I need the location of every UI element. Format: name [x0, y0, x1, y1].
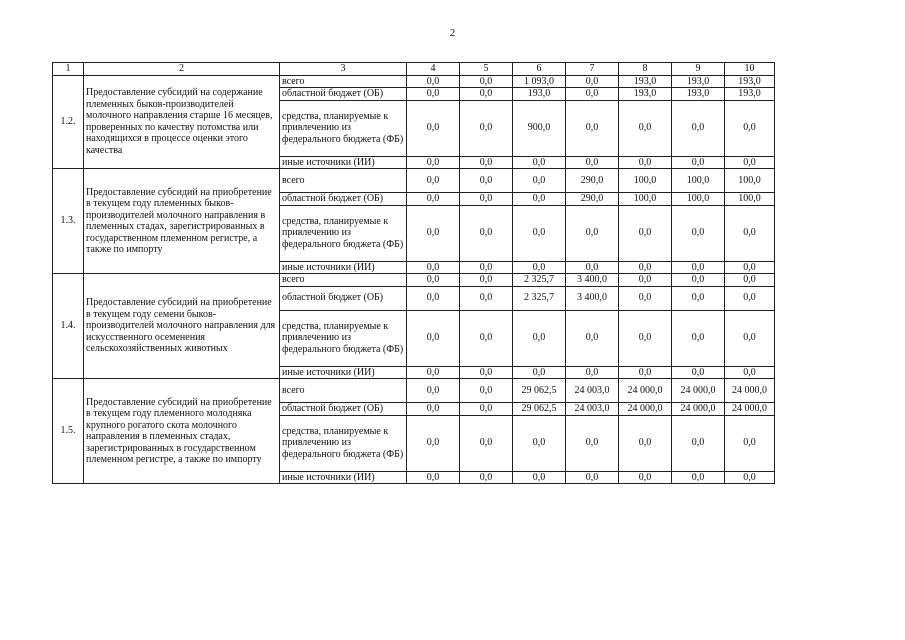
- value-cell: 24 000,0: [672, 379, 725, 403]
- value-cell: 0,0: [407, 261, 460, 274]
- value-cell: 0,0: [513, 261, 566, 274]
- value-cell: 0,0: [725, 261, 775, 274]
- header-row: [53, 63, 775, 76]
- value-cell: 0,0: [407, 403, 460, 416]
- value-cell: 0,0: [460, 286, 513, 310]
- value-cell: 0,0: [566, 310, 619, 366]
- header-cell: 3: [280, 63, 407, 76]
- value-cell: 2 325,7: [513, 286, 566, 310]
- value-cell: 24 000,0: [619, 379, 672, 403]
- value-cell: 0,0: [460, 75, 513, 88]
- value-cell: 290,0: [566, 169, 619, 193]
- value-cell: 0,0: [407, 169, 460, 193]
- value-cell: 0,0: [619, 286, 672, 310]
- value-cell: 24 000,0: [725, 379, 775, 403]
- value-cell: 0,0: [407, 415, 460, 471]
- value-cell: 0,0: [725, 100, 775, 156]
- row-number: 1.3.: [53, 169, 84, 274]
- value-cell: 0,0: [460, 415, 513, 471]
- value-cell: 0,0: [460, 169, 513, 193]
- value-cell: 0,0: [460, 274, 513, 287]
- value-cell: 0,0: [460, 471, 513, 484]
- value-cell: 0,0: [725, 286, 775, 310]
- funding-source: всего: [280, 75, 407, 88]
- funding-source: всего: [280, 169, 407, 193]
- value-cell: 193,0: [672, 88, 725, 101]
- value-cell: 0,0: [619, 156, 672, 169]
- value-cell: 24 000,0: [725, 403, 775, 416]
- value-cell: 193,0: [513, 88, 566, 101]
- value-cell: 0,0: [407, 193, 460, 206]
- value-cell: 0,0: [407, 88, 460, 101]
- value-cell: 3 400,0: [566, 286, 619, 310]
- funding-source: областной бюджет (ОБ): [280, 88, 407, 101]
- funding-source: иные источники (ИИ): [280, 156, 407, 169]
- value-cell: 0,0: [725, 366, 775, 379]
- value-cell: 29 062,5: [513, 379, 566, 403]
- value-cell: 0,0: [513, 415, 566, 471]
- header-cell: 10: [725, 63, 775, 76]
- value-cell: 193,0: [725, 75, 775, 88]
- value-cell: 100,0: [672, 193, 725, 206]
- value-cell: 0,0: [672, 205, 725, 261]
- value-cell: 900,0: [513, 100, 566, 156]
- value-cell: 193,0: [672, 75, 725, 88]
- value-cell: 290,0: [566, 193, 619, 206]
- value-cell: 193,0: [725, 88, 775, 101]
- header-cell: 5: [460, 63, 513, 76]
- value-cell: 100,0: [619, 193, 672, 206]
- table-row: [53, 75, 775, 88]
- value-cell: 0,0: [725, 156, 775, 169]
- value-cell: 0,0: [619, 366, 672, 379]
- value-cell: 193,0: [619, 75, 672, 88]
- value-cell: 0,0: [407, 310, 460, 366]
- value-cell: 0,0: [672, 274, 725, 287]
- value-cell: 0,0: [513, 169, 566, 193]
- value-cell: 0,0: [460, 156, 513, 169]
- header-cell: 9: [672, 63, 725, 76]
- header-cell: 8: [619, 63, 672, 76]
- value-cell: 193,0: [619, 88, 672, 101]
- value-cell: 0,0: [460, 379, 513, 403]
- measure-description: Предоставление субсидий на приобретение в текущем году семени быков-производителей молочного направления для искусственного осеменения сельскохозяйственных животных: [84, 274, 280, 379]
- value-cell: 0,0: [566, 75, 619, 88]
- value-cell: 0,0: [672, 471, 725, 484]
- measure-description: Предоставление субсидий на приобретение в текущем году племенного молодняка крупного рогатого скота молочного направления в племенных стадах, зарегистрированных в государственном племенном регистре, а также по импорту: [84, 379, 280, 484]
- value-cell: 0,0: [407, 366, 460, 379]
- budget-table: [52, 62, 775, 484]
- value-cell: 0,0: [566, 366, 619, 379]
- row-number: 1.5.: [53, 379, 84, 484]
- value-cell: 0,0: [619, 471, 672, 484]
- header-cell: 7: [566, 63, 619, 76]
- value-cell: 0,0: [407, 100, 460, 156]
- value-cell: 0,0: [460, 205, 513, 261]
- value-cell: 0,0: [513, 310, 566, 366]
- value-cell: 2 325,7: [513, 274, 566, 287]
- value-cell: 0,0: [619, 274, 672, 287]
- funding-source: средства, планируемые к привлечению из федерального бюджета (ФБ): [280, 310, 407, 366]
- value-cell: 0,0: [460, 403, 513, 416]
- value-cell: 0,0: [513, 156, 566, 169]
- value-cell: 100,0: [619, 169, 672, 193]
- funding-source: всего: [280, 379, 407, 403]
- value-cell: 0,0: [566, 471, 619, 484]
- value-cell: 0,0: [460, 261, 513, 274]
- value-cell: 0,0: [566, 415, 619, 471]
- value-cell: 0,0: [460, 100, 513, 156]
- value-cell: 0,0: [566, 156, 619, 169]
- value-cell: 0,0: [460, 366, 513, 379]
- funding-source: всего: [280, 274, 407, 287]
- value-cell: 0,0: [407, 75, 460, 88]
- value-cell: 0,0: [566, 205, 619, 261]
- value-cell: 0,0: [566, 100, 619, 156]
- value-cell: 0,0: [513, 366, 566, 379]
- value-cell: 0,0: [619, 310, 672, 366]
- funding-source: средства, планируемые к привлечению из федерального бюджета (ФБ): [280, 415, 407, 471]
- row-number: 1.2.: [53, 75, 84, 169]
- value-cell: 0,0: [725, 205, 775, 261]
- funding-source: иные источники (ИИ): [280, 471, 407, 484]
- value-cell: 24 003,0: [566, 379, 619, 403]
- value-cell: 0,0: [619, 100, 672, 156]
- funding-source: иные источники (ИИ): [280, 366, 407, 379]
- value-cell: 0,0: [672, 100, 725, 156]
- value-cell: 0,0: [407, 274, 460, 287]
- value-cell: 1 093,0: [513, 75, 566, 88]
- value-cell: 0,0: [672, 286, 725, 310]
- value-cell: 0,0: [672, 415, 725, 471]
- value-cell: 0,0: [407, 286, 460, 310]
- value-cell: 24 000,0: [672, 403, 725, 416]
- value-cell: 0,0: [619, 415, 672, 471]
- value-cell: 0,0: [407, 471, 460, 484]
- measure-description: Предоставление субсидий на содержание племенных быков-производителей молочного направления старше 16 месяцев, проверенных по качеству потомства или находящихся в процессе оценки этого качества: [84, 75, 280, 169]
- value-cell: 24 003,0: [566, 403, 619, 416]
- value-cell: 0,0: [672, 156, 725, 169]
- table-row: [53, 379, 775, 403]
- page-number: 2: [449, 27, 456, 39]
- value-cell: 0,0: [460, 88, 513, 101]
- value-cell: 0,0: [672, 261, 725, 274]
- value-cell: 100,0: [672, 169, 725, 193]
- table-row: [53, 274, 775, 287]
- value-cell: 0,0: [566, 88, 619, 101]
- funding-source: областной бюджет (ОБ): [280, 193, 407, 206]
- value-cell: 100,0: [725, 193, 775, 206]
- header-cell: 2: [84, 63, 280, 76]
- value-cell: 0,0: [672, 366, 725, 379]
- value-cell: 24 000,0: [619, 403, 672, 416]
- value-cell: 100,0: [725, 169, 775, 193]
- value-cell: 0,0: [672, 310, 725, 366]
- value-cell: 0,0: [725, 274, 775, 287]
- value-cell: 0,0: [513, 205, 566, 261]
- value-cell: 0,0: [407, 205, 460, 261]
- value-cell: 29 062,5: [513, 403, 566, 416]
- funding-source: иные источники (ИИ): [280, 261, 407, 274]
- value-cell: 0,0: [460, 193, 513, 206]
- funding-source: средства, планируемые к привлечению из федерального бюджета (ФБ): [280, 205, 407, 261]
- row-number: 1.4.: [53, 274, 84, 379]
- value-cell: 0,0: [460, 310, 513, 366]
- funding-source: областной бюджет (ОБ): [280, 286, 407, 310]
- header-cell: 6: [513, 63, 566, 76]
- table-row: [53, 169, 775, 193]
- value-cell: 0,0: [513, 471, 566, 484]
- value-cell: 0,0: [619, 205, 672, 261]
- value-cell: 0,0: [725, 415, 775, 471]
- value-cell: 3 400,0: [566, 274, 619, 287]
- value-cell: 0,0: [407, 379, 460, 403]
- measure-description: Предоставление субсидий на приобретение в текущем году племенных быков-производителей молочного направления в племенных стадах, зарегистрированных в государственном племенном регистре, а также по импорту: [84, 169, 280, 274]
- header-cell: 4: [407, 63, 460, 76]
- value-cell: 0,0: [566, 261, 619, 274]
- funding-source: средства, планируемые к привлечению из федерального бюджета (ФБ): [280, 100, 407, 156]
- header-cell: 1: [53, 63, 84, 76]
- value-cell: 0,0: [513, 193, 566, 206]
- value-cell: 0,0: [725, 310, 775, 366]
- funding-source: областной бюджет (ОБ): [280, 403, 407, 416]
- value-cell: 0,0: [619, 261, 672, 274]
- value-cell: 0,0: [407, 156, 460, 169]
- value-cell: 0,0: [725, 471, 775, 484]
